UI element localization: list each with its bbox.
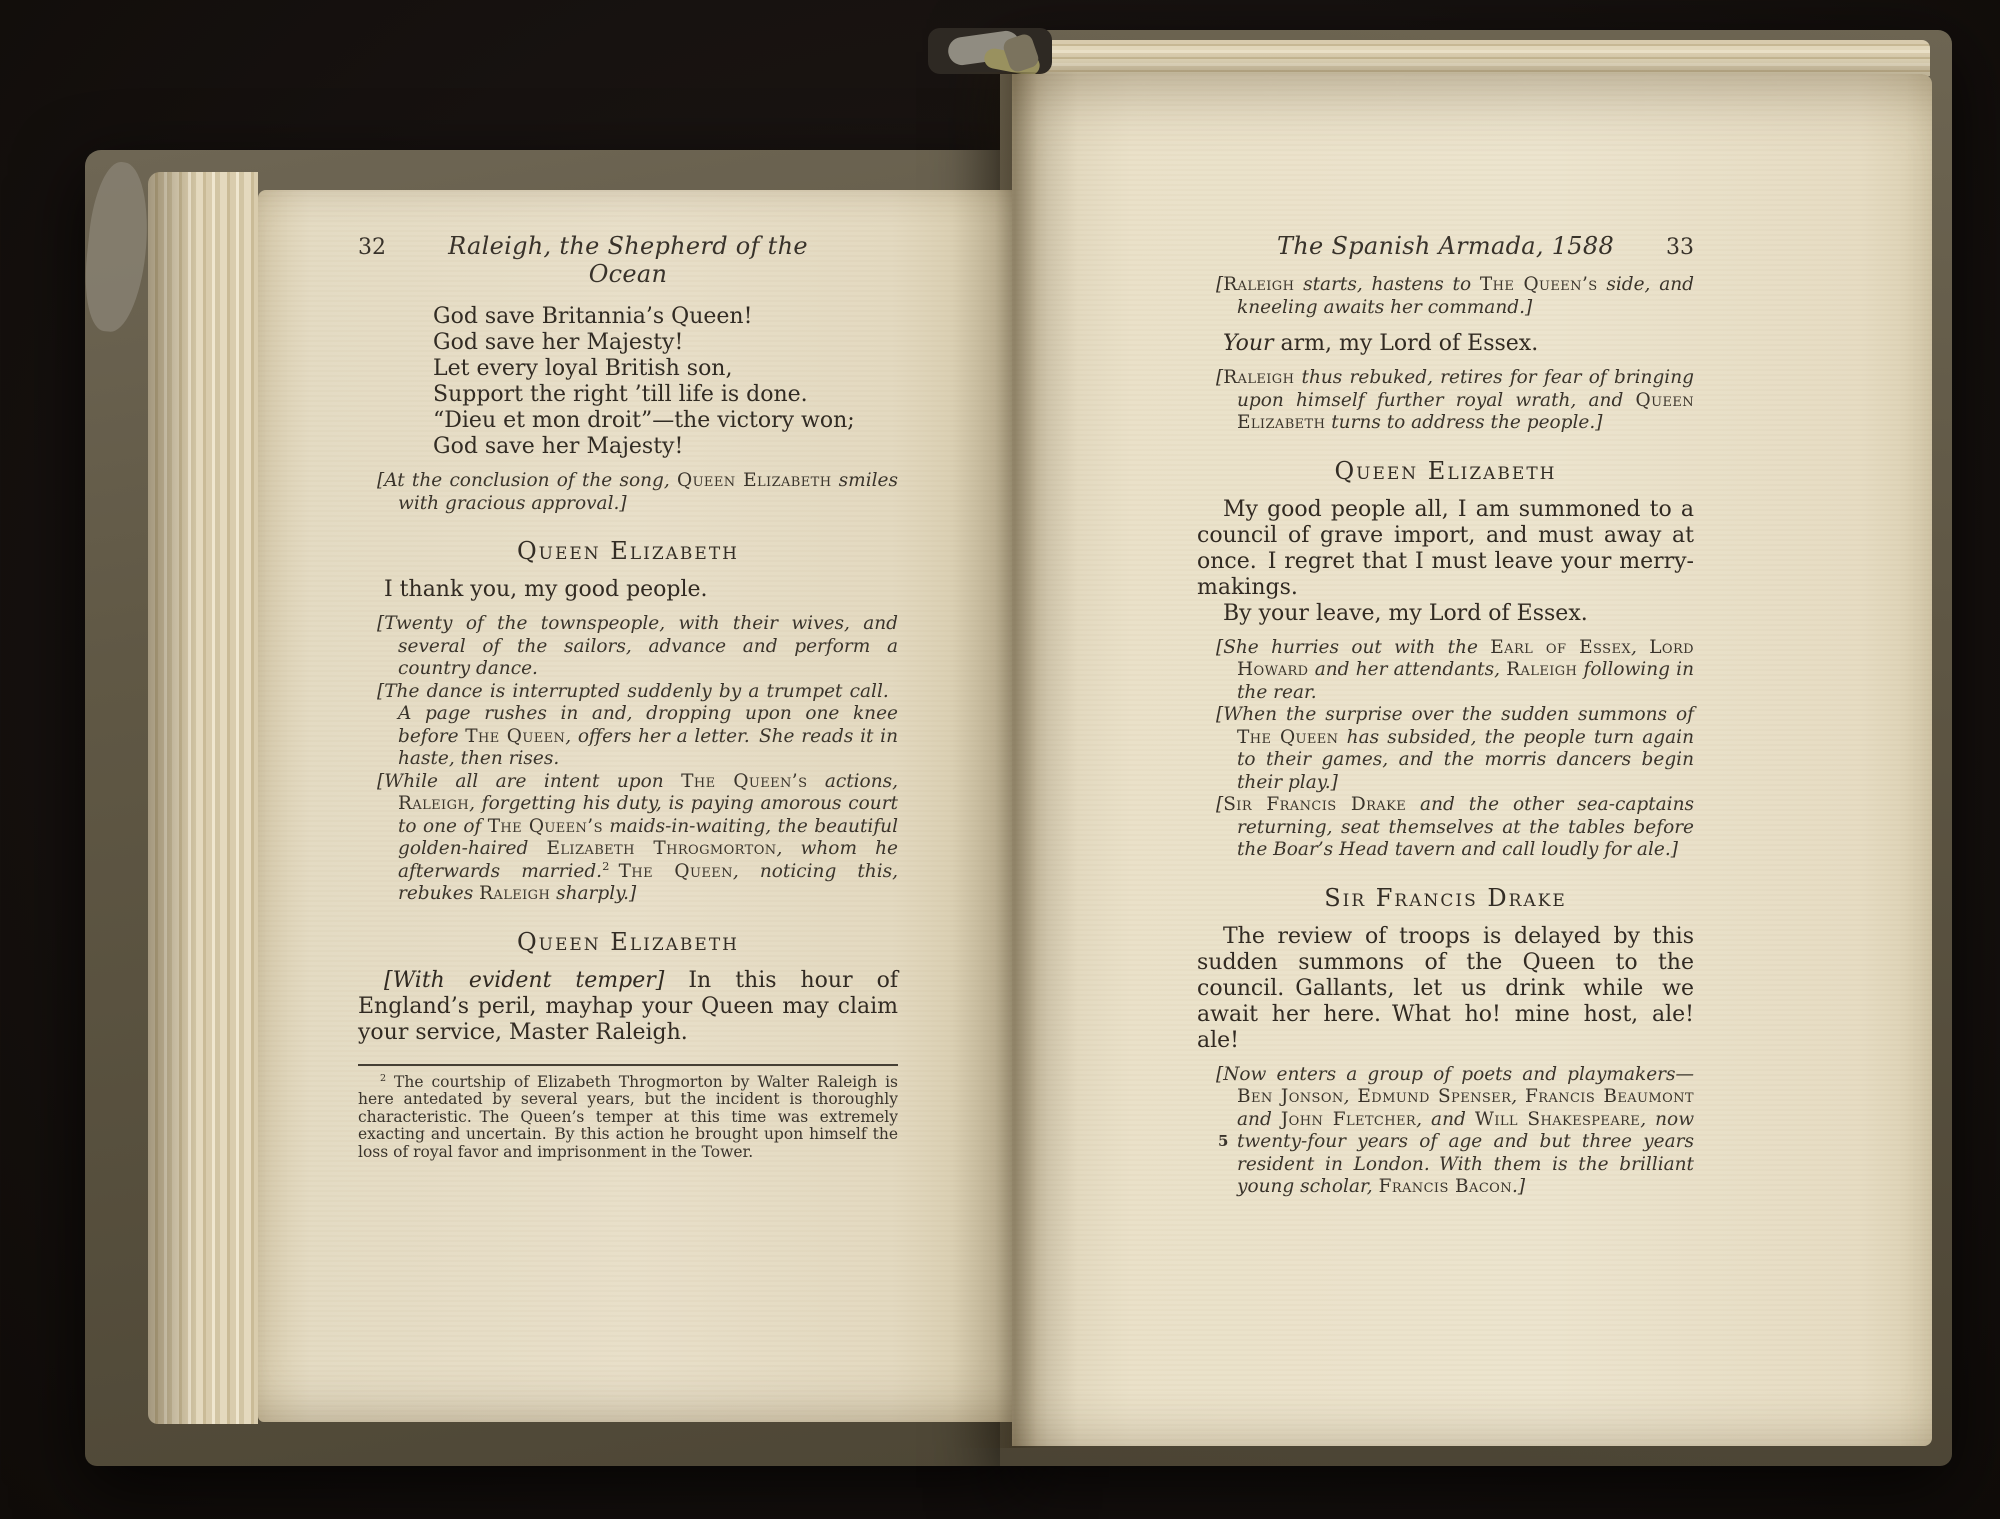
verse-line: Support the right ’till life is done. — [433, 382, 808, 407]
text-segment: [With evident temper] — [384, 967, 665, 993]
footnote-rule — [358, 1064, 898, 1066]
text-segment: and — [1237, 1108, 1281, 1130]
text-segment: and her attendants, — [1308, 659, 1507, 680]
text-segment: Elizabeth Throgmorton — [546, 838, 777, 859]
text-segment: smiles with gracious approval.] — [398, 470, 898, 514]
text-segment: , forgetting his duty, is paying amorous court to one of — [398, 793, 898, 837]
text-segment: Raleigh — [398, 793, 470, 814]
running-header-right — [1197, 232, 1694, 260]
right-page-text — [1197, 274, 1694, 1199]
text-segment: 2 — [380, 1072, 387, 1084]
text-segment: , noticing this, rebukes — [398, 860, 898, 904]
text-segment: Earl of Essex — [1490, 636, 1631, 658]
text-segment: [When the surprise over the sudden summons of — [1216, 704, 1694, 725]
footnote — [358, 1074, 898, 1162]
text-segment: [Now enters a group of poets and playmakers— — [1216, 1063, 1694, 1085]
speaker-heading: Sir Francis Drake — [1324, 883, 1567, 912]
text-segment: The Queen’s — [1479, 274, 1598, 295]
text-segment: John Fletcher — [1280, 1108, 1417, 1130]
verse-line: God save Britannia’s Queen! — [433, 304, 753, 329]
stage-direction — [358, 771, 898, 906]
text-segment: , now twenty-four years of age and but three years resident in London. With them is the brilliant young scholar, — [1237, 1108, 1695, 1197]
speaker-heading: Queen Elizabeth — [516, 537, 739, 565]
page-edge-stack-top — [1012, 40, 1930, 76]
text-segment: Sir Francis Drake — [1223, 794, 1407, 815]
text-segment: 2 — [602, 858, 610, 873]
speech-paragraph — [1197, 331, 1694, 357]
text-segment: arm, my Lord of Essex. — [1273, 331, 1539, 356]
running-header-left — [358, 232, 898, 288]
verse-line: “Dieu et mon droit”—the victory won; — [433, 408, 855, 433]
speaker-heading: Queen Elizabeth — [1334, 456, 1557, 485]
page-number-right: 33 — [1666, 235, 1694, 260]
text-segment: , and — [1416, 1108, 1475, 1130]
text-segment: Lord Howard — [1237, 636, 1694, 680]
text-segment: [ — [1216, 367, 1224, 388]
running-title-right: The Spanish Armada, 1588 — [1276, 232, 1615, 260]
text-segment — [609, 861, 618, 882]
text-segment: [Twenty of the townspeople, with their wives, and several of the sailors, advance and perform a country dance. — [377, 613, 898, 679]
text-segment: [ — [1216, 274, 1224, 295]
text-segment: sharply.] — [550, 883, 637, 904]
page-number-left: 32 — [358, 235, 386, 260]
text-segment: [She hurries out with the — [1216, 636, 1491, 658]
text-segment: Queen Elizabeth — [1237, 389, 1694, 433]
signature-mark: 5 — [1218, 1132, 1229, 1150]
text-segment: [At the conclusion of the song, — [377, 470, 677, 491]
speech-paragraph — [1197, 497, 1694, 601]
stage-direction — [1197, 274, 1694, 319]
stage-direction — [1197, 367, 1694, 435]
text-segment: Will Shakespeare — [1474, 1108, 1641, 1130]
verse-stanza — [433, 304, 898, 460]
text-segment: Raleigh — [479, 883, 551, 904]
verse-line: God save her Majesty! — [433, 434, 684, 459]
text-segment: starts, hastens to — [1294, 274, 1480, 295]
stage-direction — [1197, 794, 1694, 862]
text-segment: In this hour of England’s peril, mayhap your Queen may claim your service, Master Raleigh. — [358, 967, 898, 1045]
left-page-content — [358, 232, 898, 1161]
text-segment: [The dance is interrupted suddenly by a trumpet call. A page rushes in and, dropping upon one knee before — [377, 680, 898, 747]
left-page — [258, 190, 1012, 1422]
text-segment: , whom he afterwards married. — [398, 838, 898, 882]
text-segment: The courtship of Elizabeth Throgmorton by Walter Raleigh is here antedated by several years, but the incident is thoroughly characteristic. The Queen’s temper at this time was extremely exacting and uncertain. By this action he brought upon himself the loss of royal favor and imprisonment in the Tower. — [358, 1072, 898, 1161]
verse-line: Let every loyal British son, — [433, 356, 733, 381]
text-segment: .] — [1512, 1176, 1526, 1197]
text-segment: and the other sea-captains returning, seat themselves at the tables before the Boar’s Head tavern and call loudly for ale.] — [1237, 794, 1694, 860]
text-segment: Francis Bacon — [1378, 1176, 1512, 1197]
text-segment: The Queen’s — [681, 770, 808, 792]
right-page-content — [1197, 232, 1694, 1199]
text-segment: actions, — [807, 770, 898, 792]
text-segment: thus rebuked, retires for fear of bringing upon himself further royal wrath, and — [1237, 367, 1694, 411]
text-segment: Raleigh — [1506, 659, 1578, 680]
speech-paragraph — [358, 968, 898, 1046]
text-segment: Queen Elizabeth — [677, 470, 832, 491]
text-segment: [ — [1216, 794, 1224, 815]
text-segment: has subsided, the people turn again to their games, and the morris dancers begin their play.] — [1237, 726, 1695, 793]
text-segment: , — [1511, 1086, 1525, 1107]
text-segment: My good people all, I am summoned to a council of grave import, and must away at once. I regret that I must leave your merry-makings. — [1197, 496, 1694, 600]
text-segment: The Queen — [465, 725, 566, 747]
text-segment: Francis Beaumont — [1524, 1086, 1695, 1107]
stage-direction — [1197, 704, 1694, 794]
text-segment: following in the rear. — [1237, 659, 1695, 703]
text-segment: The Queen — [1237, 726, 1339, 748]
text-segment: maids-in-waiting, the beautiful golden-haired — [398, 815, 898, 859]
text-segment: , — [1631, 636, 1650, 658]
text-segment: Raleigh — [1223, 274, 1295, 295]
stage-direction — [1197, 637, 1694, 705]
text-segment: , offers her a letter. She reads it in haste, then rises. — [398, 725, 899, 769]
text-segment: By your leave, my Lord of Essex. — [1223, 600, 1588, 626]
text-segment: Your — [1223, 331, 1274, 356]
stage-direction — [1197, 1064, 1694, 1199]
page-edge-stack-left — [148, 172, 258, 1424]
stage-direction — [358, 470, 898, 515]
text-segment: I thank you, my good people. — [384, 577, 708, 602]
right-page — [1012, 74, 1932, 1446]
text-segment: Ben Jonson — [1237, 1086, 1344, 1107]
running-title-left: Raleigh, the Shepherd of the Ocean — [448, 232, 808, 288]
text-segment: [While all are intent upon — [377, 770, 682, 792]
text-segment: side, and kneeling awaits her command.] — [1237, 274, 1694, 318]
text-segment: The Queen — [618, 860, 733, 882]
text-segment: The review of troops is delayed by this sudden summons of the Queen to the council. Gallants, let us drink while we await her here. What ho! mine host, ale! ale! — [1197, 923, 1694, 1053]
text-segment: Raleigh — [1223, 367, 1295, 388]
stage-direction — [358, 613, 898, 681]
speech-paragraph — [358, 577, 898, 603]
stage-direction — [358, 681, 898, 771]
speaker-heading: Queen Elizabeth — [516, 927, 739, 956]
text-segment: turns to address the people.] — [1325, 412, 1603, 433]
verse-line: God save her Majesty! — [433, 330, 684, 355]
text-segment: The Queen’s — [487, 815, 603, 837]
speech-paragraph — [1197, 924, 1694, 1054]
text-segment: , — [1343, 1086, 1358, 1107]
speech-paragraph — [1197, 601, 1694, 627]
left-page-text — [358, 304, 898, 1161]
text-segment: Edmund Spenser — [1357, 1086, 1512, 1107]
